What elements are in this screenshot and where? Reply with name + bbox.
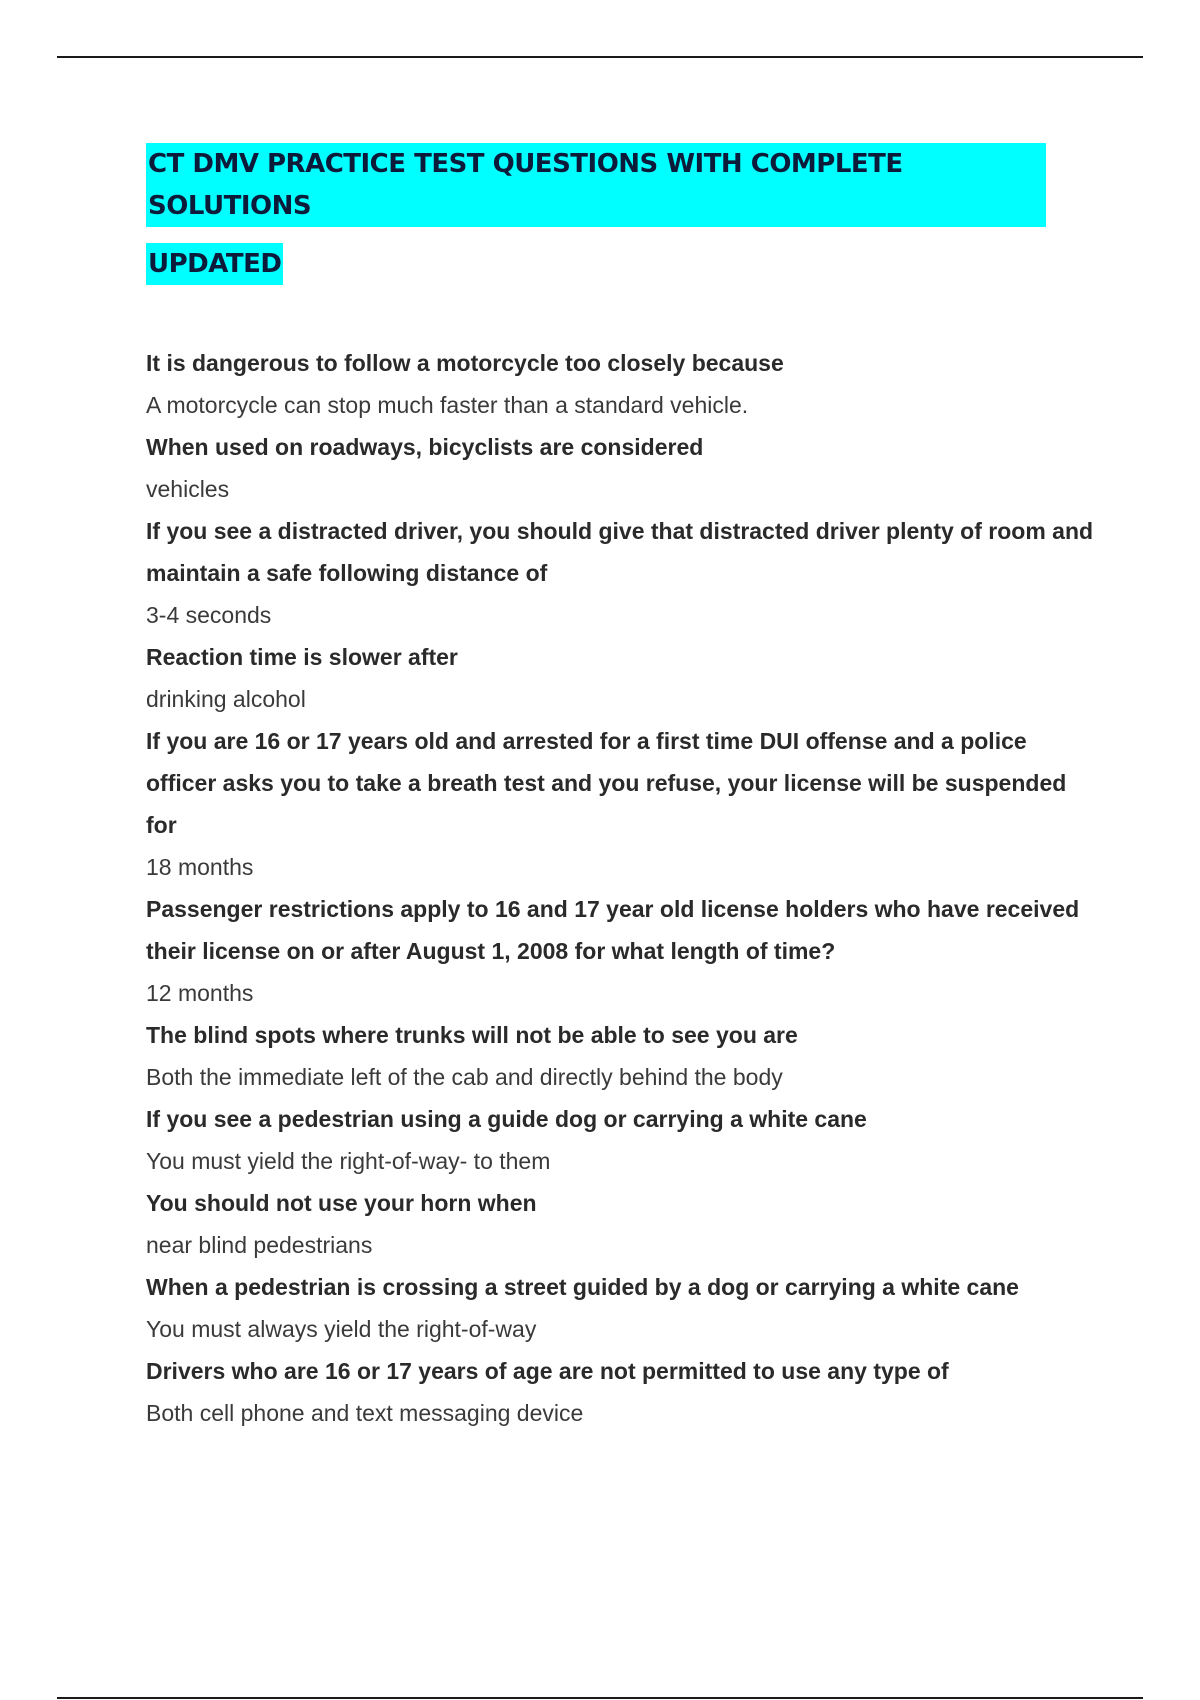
- qa-item: [146, 1350, 1096, 1434]
- footer-rule: [57, 1697, 1143, 1699]
- qa-item: [146, 1182, 1096, 1266]
- qa-list: [146, 342, 1096, 1434]
- qa-item: [146, 342, 1096, 426]
- qa-item: [146, 1098, 1096, 1182]
- question-text: If you are 16 or 17 years old and arrested for a first time DUI offense and a police officer asks you to take a breath test and you refuse, your license will be suspended for: [146, 728, 1067, 838]
- qa-item: [146, 426, 1096, 510]
- qa-item: [146, 1014, 1096, 1098]
- question-text: The blind spots where trunks will not be able to see you are: [146, 1022, 798, 1048]
- question-text: Drivers who are 16 or 17 years of age are not permitted to use any type of: [146, 1358, 949, 1384]
- question-text: Reaction time is slower after: [146, 644, 458, 670]
- title-line-1: CT DMV PRACTICE TEST QUESTIONS WITH COMPLETE SOLUTIONS: [146, 143, 1046, 227]
- document-title: [146, 143, 1046, 285]
- question-text: You should not use your horn when: [146, 1190, 537, 1216]
- title-line-2: UPDATED: [146, 243, 283, 285]
- answer-text: Both cell phone and text messaging device: [146, 1400, 584, 1426]
- answer-text: near blind pedestrians: [146, 1232, 373, 1258]
- answer-text: 3-4 seconds: [146, 602, 272, 628]
- qa-item: [146, 888, 1096, 1014]
- qa-item: [146, 510, 1096, 636]
- answer-text: You must yield the right-of-way- to them: [146, 1148, 551, 1174]
- answer-text: vehicles: [146, 476, 230, 502]
- answer-text: 18 months: [146, 854, 254, 880]
- answer-text: You must always yield the right-of-way: [146, 1316, 537, 1342]
- qa-item: [146, 1266, 1096, 1350]
- question-text: When used on roadways, bicyclists are considered: [146, 434, 704, 460]
- question-text: When a pedestrian is crossing a street guided by a dog or carrying a white cane: [146, 1274, 1019, 1300]
- qa-item: [146, 636, 1096, 720]
- question-text: It is dangerous to follow a motorcycle too closely because: [146, 350, 784, 376]
- answer-text: 12 months: [146, 980, 254, 1006]
- question-text: If you see a distracted driver, you should give that distracted driver plenty of room and maintain a safe following distance of: [146, 518, 1094, 586]
- question-text: If you see a pedestrian using a guide dog or carrying a white cane: [146, 1106, 867, 1132]
- question-text: Passenger restrictions apply to 16 and 17 year old license holders who have received their license on or after August 1, 2008 for what length of time?: [146, 896, 1080, 964]
- qa-item: [146, 720, 1096, 888]
- answer-text: Both the immediate left of the cab and directly behind the body: [146, 1064, 783, 1090]
- header-rule: [57, 56, 1143, 58]
- answer-text: drinking alcohol: [146, 686, 306, 712]
- answer-text: A motorcycle can stop much faster than a standard vehicle.: [146, 392, 749, 418]
